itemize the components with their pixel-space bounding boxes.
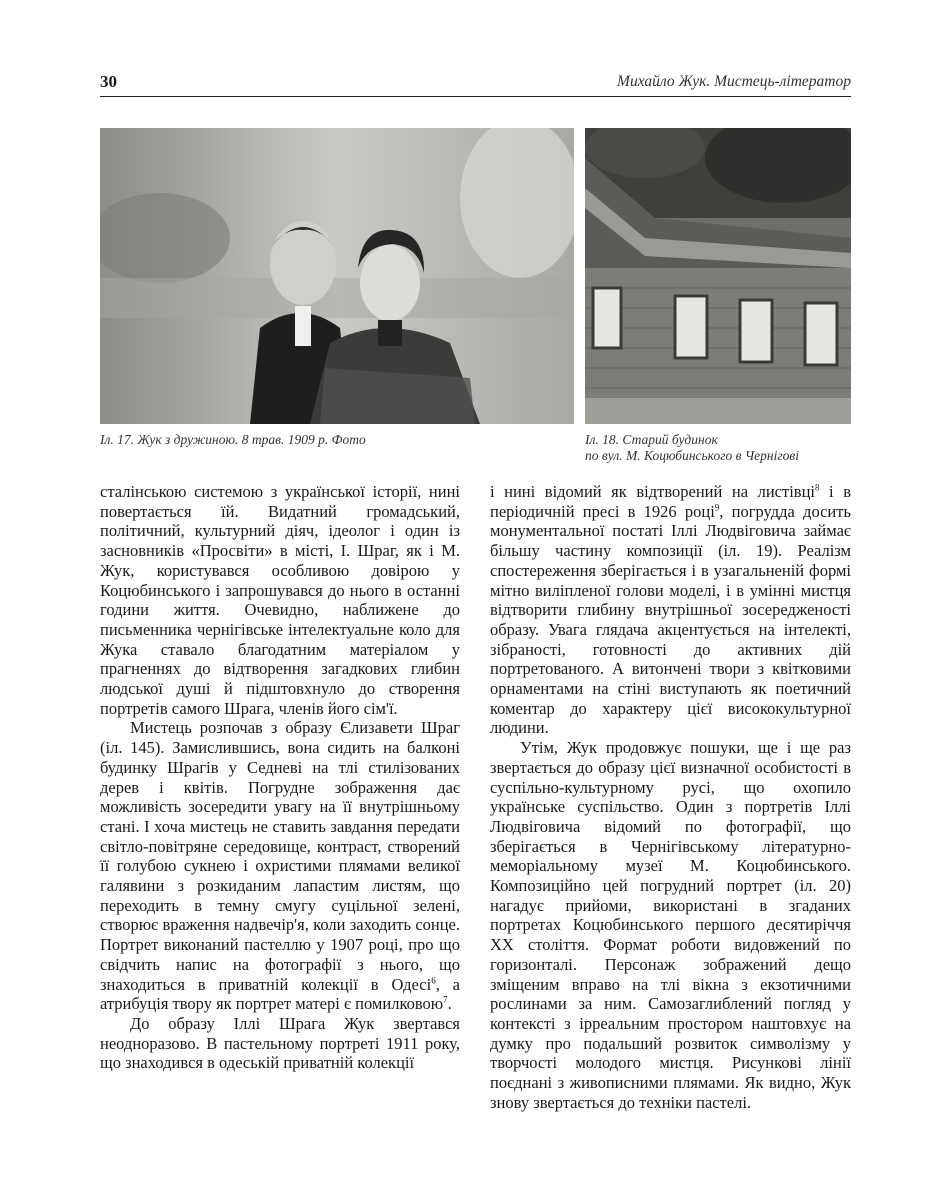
- footnote-ref: 6: [431, 975, 436, 986]
- paragraph-text: і нині відомий як відтворений на листівці: [490, 482, 815, 501]
- paragraph: До образу Іллі Шрага Жук звертався неодноразово. В пастельному портреті 1911 року, що знаходився в одеській приватній колекції: [100, 1013, 460, 1073]
- photo-couple-portrait: [100, 128, 574, 424]
- footnote-ref: 8: [814, 482, 820, 493]
- text-column-right: [490, 482, 851, 1113]
- footnote-ref: 9: [714, 502, 720, 513]
- figure-caption: [100, 432, 574, 448]
- footnote-ref: 7: [443, 994, 448, 1005]
- figure-caption-line: Іл. 18. Старий будинок: [585, 432, 718, 447]
- figure-caption-line: по вул. М. Коцюбинського в Чернігові: [585, 448, 799, 463]
- photo-old-house: [585, 128, 851, 424]
- paragraph: сталінською системою з української історії, нині повертається їй. Видатний громадський, політичний, культурний діяч, ідеолог і один із засновників «Просвіти» в місті, І. Шраг, як і М. Жук, користувався особливою довірою у Коцюбинського і запрошувався до нього в останні години життя. Очевидно, наближене до письменника чернігівське інтелектуальне коло для Жука ставало благодатним матеріалом у прагненнях до відтворення загадкових глибин людської душі й підштовхнуло до створення портретів самого Шрага, членів його сім'ї.: [100, 482, 460, 718]
- header-rule: [100, 96, 851, 97]
- paragraph-text: , погрудда досить монументальної постаті Іллі Людвіговича займає більшу частину композиції (іл. 19). Реалізм спостереження зберігається і в узагальненій формі мітно виліпленої голови моделі, і в умінні мистця відтворити глибину внутрішньої зосередженості образу. Увага глядача акцентується на інтелекті, зібраності, готовності до активних дій портретованого. А витончені твори з квітковими орнаментами на стіні виступають як поетичний коментар до характеру цієї висококультурної людини.: [490, 501, 851, 738]
- paragraph-text: і в періодичній пресі в 1926 році: [490, 482, 851, 521]
- page-number: 30: [100, 72, 117, 91]
- running-title: Михайло Жук. Мистець-літератор: [617, 73, 851, 90]
- figure-caption-text: Іл. 17. Жук з дружиною. 8 трав. 1909 р. Фото: [100, 432, 366, 447]
- paragraph: [100, 718, 460, 1014]
- paragraph: Утім, Жук продовжує пошуки, ще і ще раз звертається до образу цієї визначної особистості в суспільно-культурному русі, що охопило українське суспільство. Один з портретів Іллі Людвіговича відомий по фотографії, що зберігається в Чернігівському літературно-меморіальному музеї М. Коцюбинського. Композиційно цей погрудний портрет (іл. 20) нагадує прийоми, використані в згаданих портретах Коцюбинського першого десятиріччя XX століття. Формат роботи видовжений по горизонталі. Персонаж зображений дещо зміщеним вправо на тлі вікна з екзотичними рослинами за ним. Самозаглиблений погляд у контексті з ірреальним простором наштовхує на думку про подальший розвиток символізму у творчості молодого мистця. Рисункові лінії поєднані з живописними плямами. Як видно, Жук знову звертається до техніки пастелі.: [490, 738, 851, 1112]
- paragraph-text: .: [447, 994, 452, 1014]
- paragraph-text: Мистець розпочав з образу Єлизавети Шраг (іл. 145). Замислившись, вона сидить на балконі будинку Шрагів у Седневі на тлі стилізованих дерев і квітів. Погрудне зображення дає можливість зосередити увагу на її внутрішньому стані. І хоча мистець не ставить завдання передати світло-повітряне середовище, контраст, створений її голубою сукнею і охристими плямами великої галявини з розкиданим лапастим листям, що переходить в темну смугу суцільної зелені, створює враження надвечір'я, коли заходить сонце. Портрет виконаний пастеллю у 1907 році, про що свідчить напис на фотографії з нього, що знаходиться в приватній колекції в Одесі: [100, 718, 460, 994]
- paragraph-text: , а атрибуція твору як портрет матері є помилковою: [100, 974, 460, 1014]
- paragraph: [490, 482, 851, 738]
- figure-caption: [585, 432, 851, 464]
- text-column-left: [100, 482, 460, 1073]
